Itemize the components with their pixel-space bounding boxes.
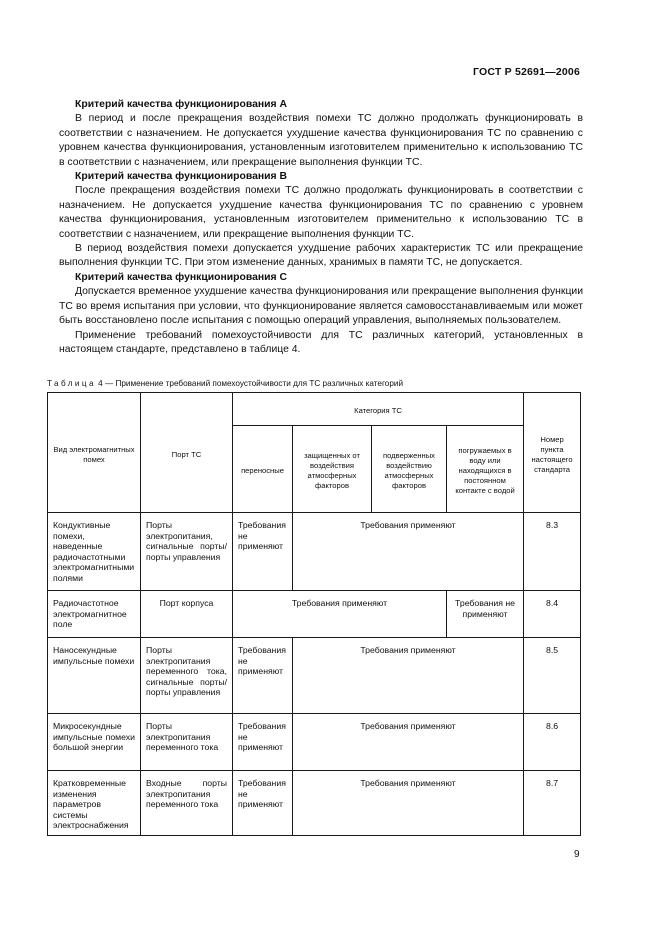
header-portable: переносные [233,426,293,513]
table-caption [47,379,403,388]
port-cell: Порт корпуса [141,591,233,638]
table-caption-prefix: Таблица [47,379,96,388]
header-submersible: погружаемых в воду или находящихся в постоянном контакте с водой [447,426,524,513]
interference-cell: Микросекундные импульсные помехи большой энергии [48,714,141,771]
table-row [48,714,581,771]
criterion-c-heading: Критерий качества функционирования С [75,271,287,283]
clause-cell: 8.4 [524,591,581,638]
requirement-cell: Требования применяют [293,638,524,714]
table-row [48,638,581,714]
criterion-c-text: Допускается временное ухудшение качества функционирования или прекращение выполнения функции ТС во время испытания при условии, что функционирование является самовосстанавливаемым или может быть восстановлено после испытания с помощью операций управления, выполняемых пользователем. [59,286,583,327]
interference-cell: Наносекундные импульсные помехи [48,638,141,714]
submersible-cell: Требования не применяют [447,591,524,638]
header-weather-protected: защищенных от воздействия атмосферных факторов [293,426,372,513]
interference-cell: Кондуктивные помехи, наведенные радиочастотными электромагнитными полями [48,513,141,591]
header-weather-exposed: подверженных воздействию атмосферных факторов [372,426,447,513]
table-caption-text: 4 — Применение требований помехоустойчивости для ТС различных категорий [95,379,404,388]
table-reference-text: Применение требований помехоустойчивости для ТС различных категорий, установленных в настоящем стандарте, представлено в таблице 4. [59,329,583,355]
criterion-a-heading: Критерий качества функционирования А [75,99,287,110]
header-clause: Номер пункта настоящего стандарта [524,393,581,513]
header-port: Порт ТС [141,393,233,513]
portable-cell: Требования не применяют [233,771,293,836]
body-text [59,98,583,357]
table-row [48,771,581,836]
clause-cell: 8.3 [524,513,581,591]
clause-cell: 8.7 [524,771,581,836]
table-row [48,513,581,591]
header-interference-type: Вид электромагнитных помех [48,393,141,513]
clause-cell: 8.6 [524,714,581,771]
requirement-cell: Требования применяют [293,714,524,771]
page-number: 9 [574,849,580,860]
interference-cell: Кратковременные изменения параметров системы электроснабжения [48,771,141,836]
standard-code: ГОСТ Р 52691—2006 [472,66,580,78]
portable-cell: Требования не применяют [233,638,293,714]
requirement-cell: Требования применяют [293,513,524,591]
criterion-b-note: В период воздействия помехи допускается ухудшение рабочих характеристик ТС или прекращение выполнения функции ТС. При этом изменение данных, хранимых в памяти ТС, не допускается. [59,243,583,269]
portable-cell: Требования не применяют [233,714,293,771]
requirement-cell: Требования применяют [233,591,447,638]
clause-cell: 8.5 [524,638,581,714]
requirements-table [47,392,581,836]
header-category-group: Категория ТС [233,393,524,426]
criterion-a-text: В период и после прекращения воздействия помехи ТС должно продолжать функционировать в соответствии с назначением. Не допускается ухудшение качества функционирования ТС по сравнению с уровнем качества функционирования, установленным изготовителем применительно к использованию ТС в соответствии с назначением, или прекращение выполнения функции ТС. [59,113,583,168]
requirement-cell: Требования применяют [293,771,524,836]
interference-cell: Радиочастотное электромагнитное поле [48,591,141,638]
port-cell: Порты электропитания переменного тока [141,714,233,771]
criterion-b-heading: Критерий качества функционирования В [75,171,287,183]
table-header-row [48,393,581,426]
table-row [48,591,581,638]
portable-cell: Требования не применяют [233,513,293,591]
criterion-b-text: После прекращения воздействия помехи ТС должно продолжать функционировать в соответствии с назначением. Не допускается ухудшение качества функционирования ТС по сравнению с уровнем качества функционирования, установленным изготовителем применительно к использованию ТС в соответствии с назначением, или прекращение выполнения функции ТС. [59,185,583,240]
port-cell: Порты электропитания переменного тока, сигнальные порты/порты управления [141,638,233,714]
port-cell: Порты электропитания, сигнальные порты/ порты управления [141,513,233,591]
port-cell: Входные порты электропитания переменного тока [141,771,233,836]
